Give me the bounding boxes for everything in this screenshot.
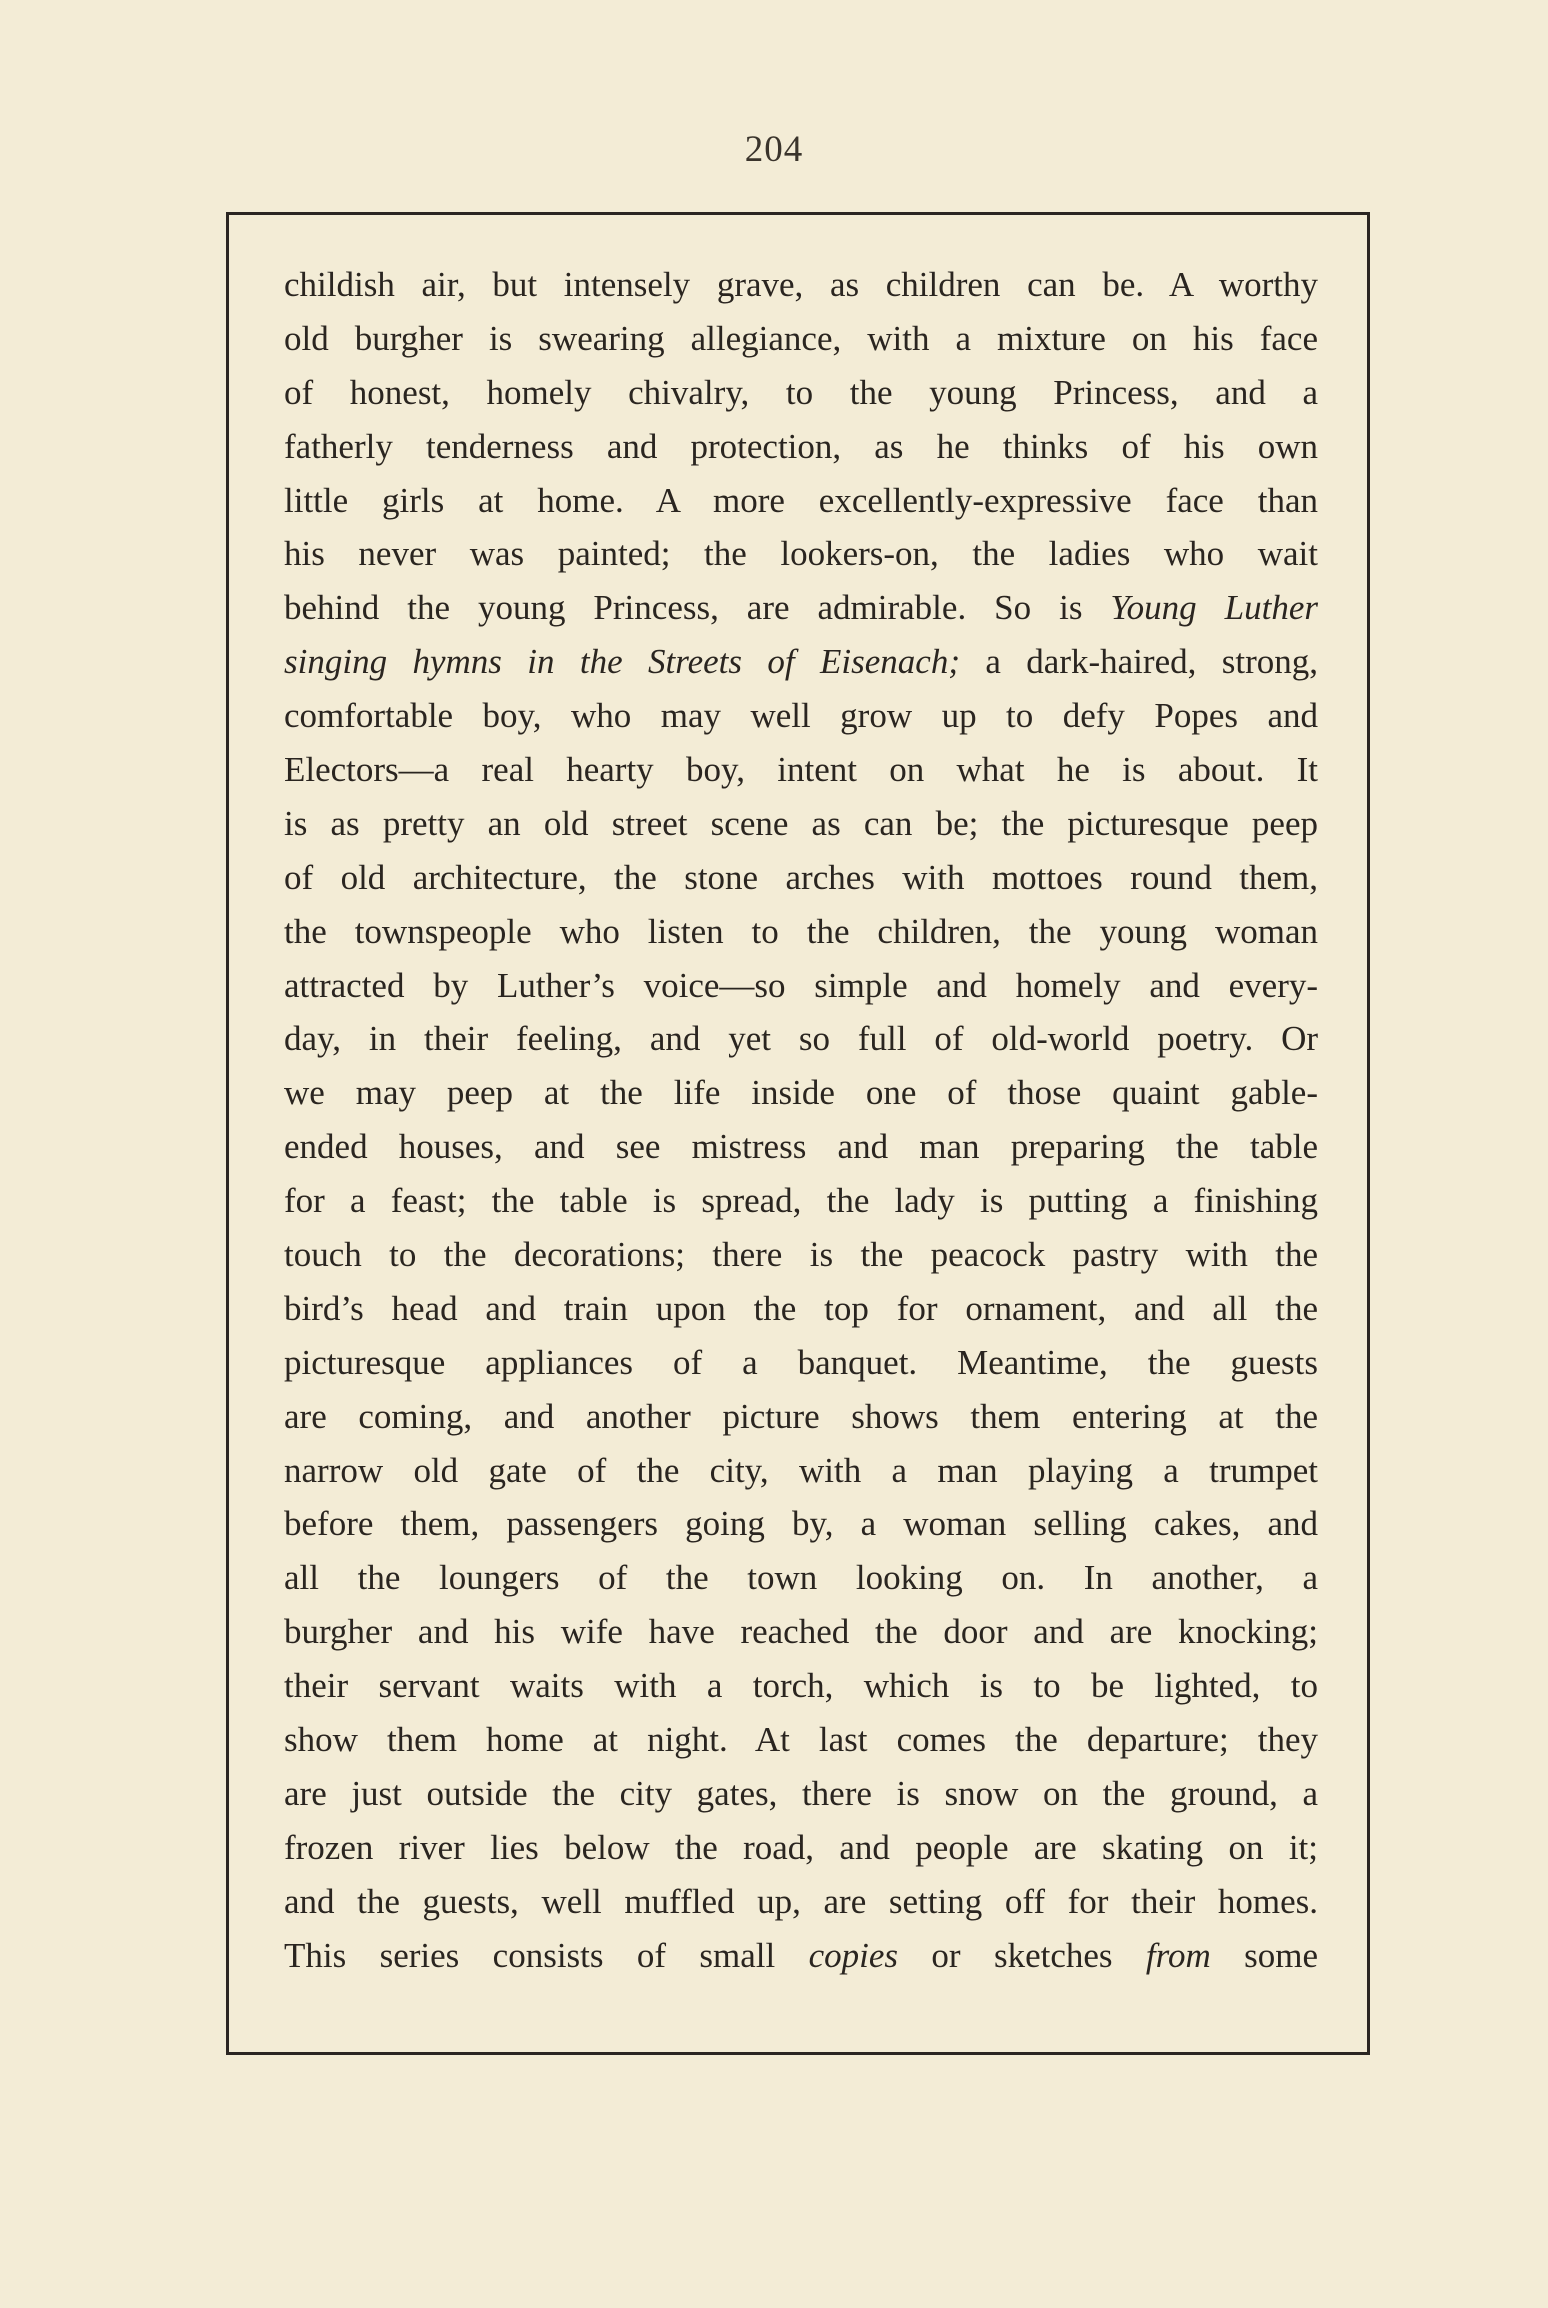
- text-line: [284, 1012, 1318, 1066]
- text-run: burgher and his wife have reached the door and are knocking;: [284, 1612, 1318, 1652]
- text-run: before them, passengers going by, a woman selling cakes, and: [284, 1504, 1318, 1544]
- text-run: for a feast; the table is spread, the lady is putting a finishing: [284, 1181, 1318, 1221]
- text-line: [284, 851, 1318, 905]
- text-run: little girls at home. A more excellently-expressive face than: [284, 480, 1318, 520]
- text-run: picturesque appliances of a banquet. Meantime, the guests: [284, 1342, 1318, 1382]
- text-line: [284, 258, 1318, 312]
- body-text: [284, 258, 1318, 1983]
- text-line: [284, 581, 1318, 635]
- text-line: [284, 959, 1318, 1013]
- text-run: attracted by Luther’s voice—so simple and homely and every-: [284, 965, 1318, 1005]
- text-run: his never was painted; the lookers-on, the ladies who wait: [284, 534, 1318, 574]
- text-line: [284, 1767, 1318, 1821]
- text-line: [284, 527, 1318, 581]
- text-run: their servant waits with a torch, which is to be lighted, to: [284, 1666, 1318, 1706]
- text-run: we may peep at the life inside one of those quaint gable-: [284, 1073, 1318, 1113]
- text-run: are just outside the city gates, there is snow on the ground, a: [284, 1773, 1318, 1813]
- text-line: [284, 1605, 1318, 1659]
- text-line: [284, 312, 1318, 366]
- text-run: some: [1210, 1935, 1318, 1975]
- text-run: is as pretty an old street scene as can be; the picturesque peep: [284, 803, 1318, 843]
- text-line: [284, 689, 1318, 743]
- italic-text: copies: [808, 1935, 899, 1975]
- text-line: [284, 1821, 1318, 1875]
- italic-text: Young Luther: [1110, 588, 1318, 628]
- text-line: [284, 1713, 1318, 1767]
- page-number: 204: [744, 129, 804, 170]
- italic-text: singing hymns in the Streets of Eisenach;: [284, 642, 960, 682]
- text-run: ended houses, and see mistress and man preparing the table: [284, 1127, 1318, 1167]
- text-run: This series consists of small: [284, 1935, 809, 1975]
- text-run: and the guests, well muffled up, are setting off for their homes.: [284, 1881, 1318, 1921]
- text-run: of honest, homely chivalry, to the young Princess, and a: [284, 372, 1318, 412]
- text-run: are coming, and another picture shows them entering at the: [284, 1396, 1318, 1436]
- text-line: [284, 1174, 1318, 1228]
- text-run: touch to the decorations; there is the peacock pastry with the: [284, 1235, 1318, 1275]
- text-run: childish air, but intensely grave, as children can be. A worthy: [284, 265, 1318, 304]
- text-line: [284, 366, 1318, 420]
- text-run: or sketches: [898, 1935, 1146, 1975]
- text-run: narrow old gate of the city, with a man playing a trumpet: [284, 1450, 1318, 1490]
- text-line: [284, 743, 1318, 797]
- text-run: show them home at night. At last comes the departure; they: [284, 1720, 1318, 1760]
- text-run: a dark-haired, strong,: [959, 642, 1318, 682]
- text-line: [284, 905, 1318, 959]
- text-line: [284, 474, 1318, 528]
- text-line: [284, 1336, 1318, 1390]
- text-line: [284, 1551, 1318, 1605]
- text-run: old burgher is swearing allegiance, with a mixture on his face: [284, 318, 1318, 358]
- italic-text: from: [1145, 1935, 1211, 1975]
- text-line: [284, 1228, 1318, 1282]
- text-run: fatherly tenderness and protection, as he thinks of his own: [284, 426, 1318, 466]
- text-run: behind the young Princess, are admirable. So is: [284, 588, 1111, 628]
- text-run: comfortable boy, who may well grow up to defy Popes and: [284, 696, 1318, 736]
- text-run: Electors—a real hearty boy, intent on what he is about. It: [284, 750, 1318, 790]
- text-line: [284, 1659, 1318, 1713]
- text-run: bird’s head and train upon the top for ornament, and all the: [284, 1288, 1318, 1328]
- text-run: frozen river lies below the road, and people are skating on it;: [284, 1827, 1318, 1867]
- text-line: [284, 1390, 1318, 1444]
- text-run: all the loungers of the town looking on. In another, a: [284, 1558, 1318, 1598]
- text-run: day, in their feeling, and yet so full of old-world poetry. Or: [284, 1019, 1318, 1059]
- text-line: [284, 1066, 1318, 1120]
- text-line: [284, 1875, 1318, 1929]
- text-line: [284, 635, 1318, 689]
- text-line: [284, 1120, 1318, 1174]
- text-line: [284, 1929, 1318, 1983]
- text-line: [284, 420, 1318, 474]
- text-line: [284, 1497, 1318, 1551]
- text-line: [284, 1282, 1318, 1336]
- text-line: [284, 797, 1318, 851]
- text-run: of old architecture, the stone arches with mottoes round them,: [284, 857, 1318, 897]
- text-run: the townspeople who listen to the children, the young woman: [284, 911, 1318, 951]
- text-line: [284, 1444, 1318, 1498]
